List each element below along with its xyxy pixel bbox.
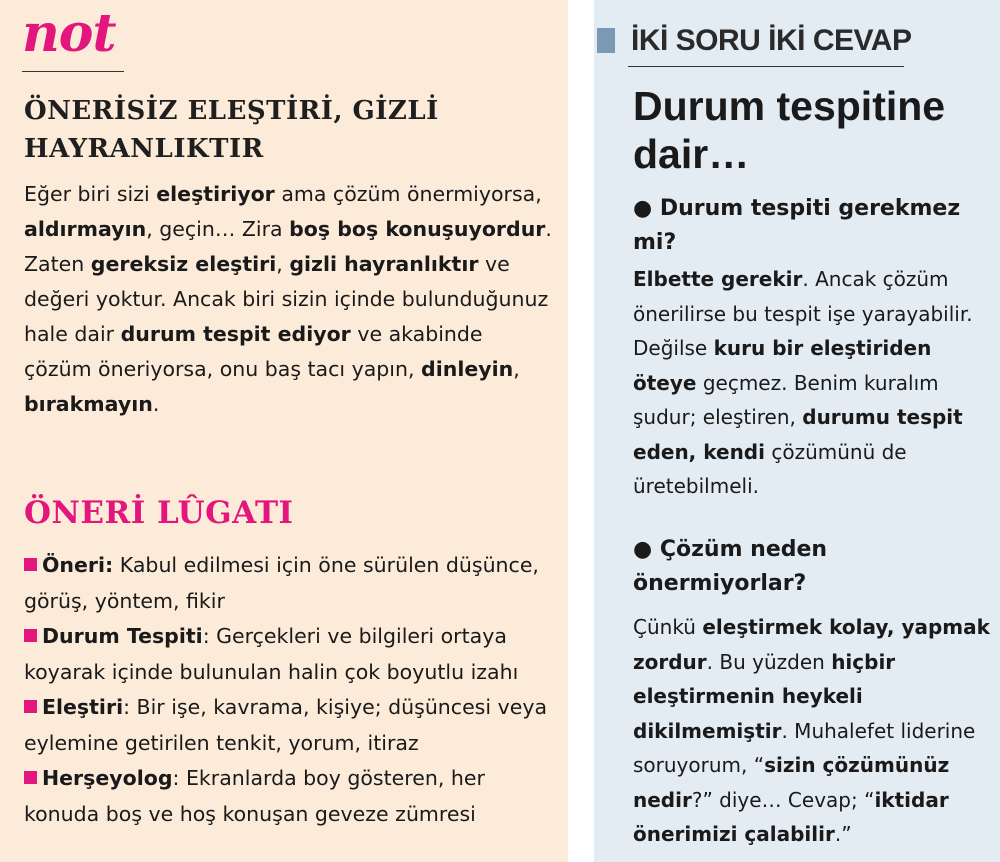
left-heading: ÖNERİSİZ ELEŞTİRİ, GİZLİ HAYRANLIKTIR: [24, 96, 439, 164]
text-run: ama çözüm önermiyorsa,: [274, 182, 542, 206]
dictionary-entry: [24, 619, 558, 690]
dictionary-entry: [24, 690, 558, 761]
question-1: ● Durum tespiti gerekmez mi?: [633, 196, 961, 255]
dictionary-title: ÖNERİ LÛGATI: [24, 495, 294, 531]
text-run: ?” diye… Cevap; “: [691, 787, 875, 812]
bold-text-run: durum tespit ediyor: [120, 322, 351, 346]
section-divider: [628, 66, 904, 67]
bold-text-run: aldırmayın: [24, 217, 147, 241]
bold-text-run: iktidar önerimizi çalabilir: [633, 787, 949, 846]
question-2: ● Çözüm neden önermiyorlar?: [633, 537, 828, 596]
text-run: . Bu yüzden: [706, 649, 832, 674]
bold-text-run: dinleyin: [421, 357, 514, 381]
section-marker-square: [597, 28, 615, 53]
text-run: ve akabinde çözüm öneriyorsa, onu baş tacı yapın,: [24, 322, 483, 381]
bold-text-run: hiçbir eleştirmenin heykeli dikilmemiştir: [633, 649, 896, 743]
section-label: İKİ SORU İKİ CEVAP: [631, 24, 912, 57]
logo-divider: [22, 71, 124, 72]
dictionary-list: [24, 548, 558, 832]
bold-text-run: kuru bir eleştiriden öteye: [633, 336, 932, 395]
right-title: Durum tespitine dair…: [633, 83, 946, 177]
text-run: Eğer biri sizi: [24, 182, 157, 206]
answer-2: [633, 610, 993, 852]
bold-text-run: boş boş konuşuyordur: [289, 217, 546, 241]
bold-text-run: eleştiriyor: [156, 182, 275, 206]
dictionary-term: Durum Tespiti: [42, 624, 203, 648]
text-run: ,: [513, 357, 520, 381]
bold-text-run: durumu tespit eden, kendi: [633, 405, 963, 464]
text-run: ,: [276, 252, 290, 276]
left-body-text: [24, 177, 554, 422]
answer-1: [633, 262, 993, 504]
dictionary-term: Herşeyolog: [42, 766, 173, 790]
text-run: çözümünü de üretebilmeli.: [633, 439, 907, 498]
dictionary-definition: : Gerçekleri ve bilgileri ortaya koyarak içinde bulunulan halin çok boyutlu izahı: [24, 624, 519, 684]
dictionary-term: Öneri:: [42, 553, 114, 577]
dictionary-term: Eleştiri: [42, 695, 124, 719]
not-logo: not: [22, 3, 116, 64]
bold-text-run: gereksiz eleştiri: [90, 252, 277, 276]
text-run: .: [152, 392, 160, 416]
text-run: .”: [834, 822, 852, 846]
text-run: Çünkü: [633, 615, 703, 639]
text-run: . Ancak çözüm önerilirse bu tespit işe yarayabilir. Değilse: [633, 267, 973, 360]
bold-text-run: sizin çözümünüz nedir: [633, 753, 950, 812]
text-run: ve değeri yoktur. Ancak biri sizin içinde bulunduğunuz hale dair: [24, 252, 549, 346]
text-run: geçmez. Benim kuralım şudur; eleştiren,: [633, 370, 939, 429]
text-run: , geçin… Zira: [146, 217, 290, 241]
dictionary-entry: [24, 548, 558, 619]
pink-square-bullet-icon: [24, 629, 37, 642]
pink-square-bullet-icon: [24, 558, 37, 571]
bold-text-run: Elbette gerekir: [633, 267, 803, 291]
pink-square-bullet-icon: [24, 700, 37, 713]
dictionary-definition: : Ekranlarda boy gösteren, her konuda boş ve hoş konuşan geveze zümresi: [24, 766, 485, 826]
dictionary-entry: [24, 761, 558, 832]
text-run: . Zaten: [24, 217, 552, 276]
bold-text-run: eleştirmek kolay, yapmak zordur: [633, 615, 990, 674]
dictionary-definition: : Bir işe, kavrama, kişiye; düşüncesi veya eylemine getirilen tenkit, yorum, itiraz: [24, 695, 548, 755]
dictionary-definition: Kabul edilmesi için öne sürülen düşünce, görüş, yöntem, fikir: [24, 553, 539, 613]
bold-text-run: gizli hayranlıktır: [289, 252, 479, 276]
pink-square-bullet-icon: [24, 771, 37, 784]
bold-text-run: bırakmayın: [24, 392, 153, 416]
text-run: . Muhalefet liderine soruyorum, “: [633, 718, 976, 777]
